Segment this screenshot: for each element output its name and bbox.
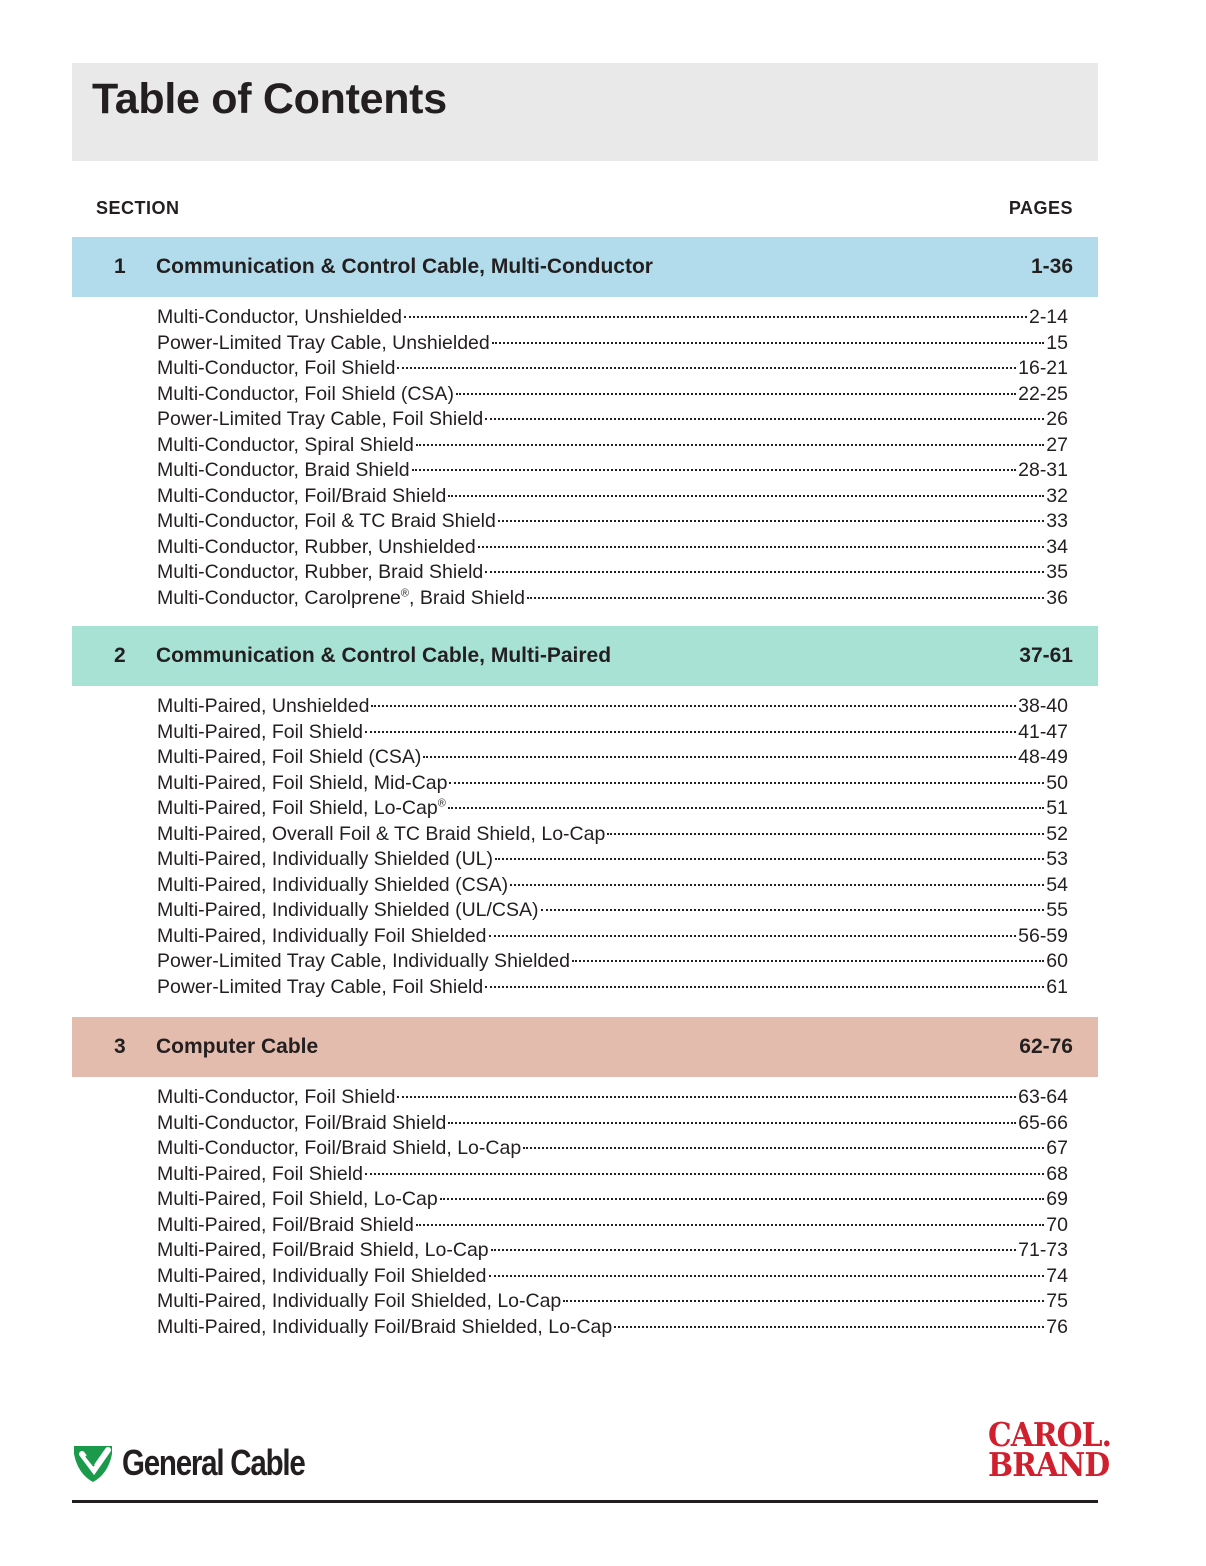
toc-entry-label [157, 1289, 561, 1315]
toc-entry-label-text: Multi-Paired, Individually Shielded (CSA) [157, 873, 509, 896]
toc-entry-label-text: Multi-Paired, Foil Shield, Lo-Cap [157, 1188, 438, 1210]
toc-entry-label-text: Multi-Paired, Foil Shield, Lo-Cap [157, 797, 438, 819]
toc-entry-pages: 28-31 [1018, 459, 1068, 481]
toc-entry-label [157, 771, 447, 797]
section-number: 1 [114, 255, 126, 278]
toc-entry[interactable] [157, 898, 1068, 924]
toc-entry[interactable] [157, 720, 1068, 746]
toc-entry-label-text: Multi-Conductor, Spiral Shield [157, 433, 414, 456]
title-bar [72, 63, 1098, 161]
toc-entry-pages: 74 [1046, 1264, 1068, 1287]
toc-entry-label [157, 1264, 487, 1290]
toc-entry-label [157, 975, 483, 1001]
dot-leader [563, 1300, 1044, 1302]
toc-entry[interactable] [157, 356, 1068, 382]
toc-entry[interactable] [157, 847, 1068, 873]
toc-entry-label [157, 949, 570, 975]
toc-entry[interactable] [157, 822, 1068, 848]
toc-entry-label [157, 898, 539, 924]
footer-divider [72, 1500, 1098, 1503]
toc-entry-label-text: Multi-Conductor, Foil Shield [157, 1086, 396, 1108]
toc-entry-pages: 35 [1046, 561, 1068, 583]
toc-entry-label-text: Power-Limited Tray Cable, Unshielded [157, 331, 490, 354]
dot-leader [397, 367, 1016, 369]
dot-leader [572, 960, 1044, 962]
toc-entry-pages: 56-59 [1018, 924, 1068, 947]
toc-entry-pages: 71-73 [1018, 1239, 1068, 1261]
toc-entry-pages: 48-49 [1018, 746, 1068, 768]
dot-leader [365, 731, 1016, 733]
dot-leader [423, 756, 1016, 758]
dot-leader [607, 833, 1044, 835]
toc-entry-pages: 34 [1046, 535, 1068, 558]
carol-brand-logo-line1: CAROL. [988, 1415, 1112, 1454]
toc-entry-label [157, 1213, 414, 1239]
section-pages: 1-36 [1030, 255, 1073, 278]
registered-mark: ® [400, 587, 409, 599]
dot-leader [498, 520, 1044, 522]
dot-leader [510, 884, 1044, 886]
toc-entry[interactable] [157, 407, 1068, 433]
toc-entry-pages: 75 [1046, 1290, 1068, 1312]
toc-entry[interactable] [157, 1315, 1068, 1341]
toc-entry-label-text: Multi-Paired, Individually Foil Shielded [157, 924, 487, 947]
dot-leader [448, 495, 1044, 497]
dot-leader [365, 1173, 1044, 1175]
toc-entry[interactable] [157, 949, 1068, 975]
toc-entry-pages: 51 [1046, 797, 1068, 819]
carol-brand-logo-line2: BRAND [988, 1445, 1110, 1484]
toc-entry[interactable] [157, 1238, 1068, 1264]
toc-entry-label-text: Multi-Paired, Individually Foil Shielded [157, 1264, 487, 1287]
section-header[interactable] [72, 626, 1098, 686]
toc-entry[interactable] [157, 433, 1068, 459]
toc-entry-pages: 33 [1046, 510, 1068, 532]
toc-entry-pages: 16-21 [1018, 357, 1068, 379]
toc-entry-label [157, 1162, 363, 1188]
toc-entry[interactable] [157, 694, 1068, 720]
toc-entry-pages: 15 [1046, 331, 1068, 354]
toc-entry-label [157, 847, 493, 873]
toc-entry-pages: 68 [1046, 1162, 1068, 1185]
toc-entry-label [157, 822, 605, 848]
section-title: Communication & Control Cable, Multi-Conductor [156, 255, 653, 278]
toc-entry-pages: 52 [1046, 822, 1068, 845]
toc-entry-label [157, 458, 410, 484]
toc-entry[interactable] [157, 331, 1068, 357]
toc-entry-pages: 70 [1046, 1213, 1068, 1236]
toc-entry-pages: 55 [1046, 899, 1068, 921]
toc-entry-pages: 61 [1046, 975, 1068, 998]
toc-entry-label-text: Power-Limited Tray Cable, Foil Shield [157, 408, 484, 430]
section-title: Computer Cable [156, 1035, 319, 1058]
toc-entry-label-text: Multi-Paired, Overall Foil & TC Braid Shield, Lo-Cap [157, 822, 606, 845]
toc-entry-label [157, 924, 487, 950]
toc-entry[interactable] [157, 924, 1068, 950]
registered-mark: ® [437, 797, 446, 810]
toc-entry-label [157, 1136, 521, 1162]
toc-entry[interactable] [157, 1213, 1068, 1239]
toc-entry-label-text: Multi-Paired, Foil/Braid Shield [157, 1213, 414, 1236]
section-header[interactable] [72, 1017, 1098, 1077]
toc-entry[interactable] [157, 1162, 1068, 1188]
page-title: Table of Contents [92, 75, 447, 123]
dot-leader [485, 418, 1044, 420]
toc-entry-pages: 26 [1046, 408, 1068, 430]
dot-leader [448, 1122, 1016, 1124]
toc-entry-label-text: Power-Limited Tray Cable, Individually Shielded [157, 950, 570, 972]
dot-leader [485, 571, 1044, 573]
dot-leader [523, 1147, 1044, 1149]
toc-entry-label [157, 1187, 438, 1213]
section-pages: 37-61 [1019, 644, 1073, 667]
toc-entry[interactable] [157, 509, 1068, 535]
dot-leader [541, 909, 1045, 911]
toc-entry-pages: 32 [1046, 484, 1068, 507]
toc-entry-label-text: Multi-Conductor, Foil Shield [157, 357, 396, 379]
dot-leader [527, 597, 1044, 599]
toc-entry[interactable] [157, 305, 1068, 331]
toc-entry-label-text: Multi-Conductor, Unshielded [157, 306, 402, 328]
carol-brand-logo [976, 1415, 1112, 1484]
section-header[interactable] [72, 237, 1098, 297]
toc-entry-pages: 27 [1046, 433, 1068, 456]
dot-leader [492, 342, 1045, 344]
section-number: 2 [114, 644, 126, 667]
toc-entry-label [157, 433, 414, 459]
toc-entry[interactable] [157, 382, 1068, 408]
toc-entry-label [157, 1315, 612, 1341]
toc-entry-label-text: Multi-Conductor, Carolprene [157, 586, 401, 609]
toc-entry-pages: 67 [1046, 1137, 1068, 1159]
toc-entry-label [157, 1111, 446, 1137]
toc-entry-label-text: Multi-Paired, Foil Shield, Mid-Cap [157, 771, 448, 794]
toc-entry[interactable] [157, 484, 1068, 510]
toc-entry-label [157, 720, 363, 746]
toc-entry[interactable] [157, 1136, 1068, 1162]
toc-entry[interactable] [157, 745, 1068, 771]
section-entry-list [157, 305, 1068, 611]
toc-entry[interactable] [157, 796, 1068, 822]
toc-entry-label-text: Multi-Conductor, Foil/Braid Shield [157, 1111, 447, 1134]
toc-entry-label [157, 331, 490, 357]
toc-entry-label-text: Multi-Paired, Unshielded [157, 695, 370, 717]
toc-entry[interactable] [157, 458, 1068, 484]
dot-leader [371, 705, 1016, 707]
dot-leader [416, 444, 1044, 446]
toc-entry-label-text: Multi-Conductor, Rubber, Braid Shield [157, 561, 484, 583]
section-number: 3 [114, 1035, 126, 1058]
toc-entry-label-text: Multi-Paired, Foil Shield [157, 1162, 363, 1185]
section-pages: 62-76 [1019, 1035, 1073, 1058]
toc-entry-label-text: Multi-Paired, Foil Shield (CSA) [157, 746, 422, 768]
toc-entry[interactable] [157, 1264, 1068, 1290]
toc-entry-pages: 2-14 [1028, 306, 1068, 328]
toc-entry-label-suffix: , Braid Shield [408, 586, 525, 609]
toc-entry[interactable] [157, 771, 1068, 797]
toc-entry-label-text: Power-Limited Tray Cable, Foil Shield [157, 975, 484, 998]
toc-entry-pages: 60 [1046, 950, 1068, 972]
toc-entry[interactable] [157, 586, 1068, 612]
toc-entry-label [157, 1238, 489, 1264]
general-cable-logo [72, 1442, 345, 1484]
toc-entry-pages: 50 [1046, 771, 1068, 794]
dot-leader [495, 858, 1044, 860]
toc-entry-label [157, 305, 402, 331]
toc-entry-label [157, 796, 446, 822]
toc-entry-label-text: Multi-Conductor, Foil & TC Braid Shield [157, 510, 496, 532]
dot-leader [412, 469, 1017, 471]
dot-leader [456, 393, 1016, 395]
toc-entry[interactable] [157, 535, 1068, 561]
toc-entry-label [157, 535, 476, 561]
toc-entry-pages: 65-66 [1018, 1111, 1068, 1134]
toc-entry-pages: 36 [1046, 586, 1068, 609]
toc-entry[interactable] [157, 1187, 1068, 1213]
toc-entry-label [157, 694, 369, 720]
toc-entry-label [157, 873, 508, 899]
toc-entry-label-text: Multi-Paired, Individually Foil Shielded, Lo-Cap [157, 1290, 562, 1312]
general-cable-logo-text: General Cable [122, 1442, 305, 1483]
toc-entry[interactable] [157, 1085, 1068, 1111]
toc-entry-pages: 54 [1046, 873, 1068, 896]
toc-entry[interactable] [157, 1111, 1068, 1137]
dot-leader [440, 1198, 1045, 1200]
toc-entry-label-text: Multi-Paired, Foil/Braid Shield, Lo-Cap [157, 1239, 489, 1261]
dot-leader [397, 1096, 1016, 1098]
toc-entry[interactable] [157, 560, 1068, 586]
dot-leader [489, 1275, 1045, 1277]
toc-entry-pages: 22-25 [1018, 382, 1068, 405]
toc-entry-label-text: Multi-Conductor, Braid Shield [157, 459, 410, 481]
section-title: Communication & Control Cable, Multi-Paired [156, 644, 612, 667]
toc-entry-label [157, 745, 421, 771]
toc-entry-label [157, 407, 483, 433]
toc-entry-label-text: Multi-Conductor, Foil/Braid Shield [157, 484, 447, 507]
toc-entry-label-text: Multi-Conductor, Foil/Braid Shield, Lo-Cap [157, 1137, 522, 1159]
dot-leader [478, 546, 1045, 548]
toc-entry-label-text: Multi-Paired, Individually Shielded (UL/CSA) [157, 899, 539, 921]
toc-entry-label [157, 586, 525, 612]
toc-entry-pages: 63-64 [1018, 1086, 1068, 1108]
toc-entry-label-text: Multi-Paired, Foil Shield [157, 720, 363, 743]
dot-leader [404, 316, 1027, 318]
toc-entry-label [157, 509, 496, 535]
toc-entry-label [157, 356, 395, 382]
toc-entry-label-text: Multi-Paired, Individually Foil/Braid Shielded, Lo-Cap [157, 1315, 613, 1338]
section-column-header: SECTION [96, 198, 180, 218]
toc-entry-pages: 38-40 [1018, 695, 1068, 717]
dot-leader [489, 935, 1017, 937]
toc-entry[interactable] [157, 873, 1068, 899]
pages-column-header: PAGES [1008, 198, 1073, 218]
section-entry-list [157, 694, 1068, 1000]
toc-entry-label-text: Multi-Paired, Individually Shielded (UL) [157, 848, 493, 870]
toc-entry-label [157, 560, 483, 586]
section-entry-list [157, 1085, 1068, 1340]
toc-entry-label [157, 484, 446, 510]
dot-leader [448, 807, 1044, 809]
dot-leader [491, 1249, 1016, 1251]
toc-entry-pages: 76 [1046, 1315, 1068, 1338]
toc-entry-label [157, 382, 454, 408]
toc-entry[interactable] [157, 975, 1068, 1001]
toc-entry-label [157, 1085, 395, 1111]
toc-entry-pages: 41-47 [1018, 720, 1068, 743]
dot-leader [614, 1326, 1044, 1328]
dot-leader [485, 986, 1044, 988]
dot-leader [416, 1224, 1044, 1226]
toc-entry-pages: 53 [1046, 848, 1068, 870]
toc-entry-pages: 69 [1046, 1188, 1068, 1210]
toc-entry-label-text: Multi-Conductor, Foil Shield (CSA) [157, 382, 454, 405]
toc-entry-label-text: Multi-Conductor, Rubber, Unshielded [157, 535, 476, 558]
toc-entry[interactable] [157, 1289, 1068, 1315]
general-cable-shield-icon [72, 1442, 114, 1484]
dot-leader [449, 782, 1044, 784]
